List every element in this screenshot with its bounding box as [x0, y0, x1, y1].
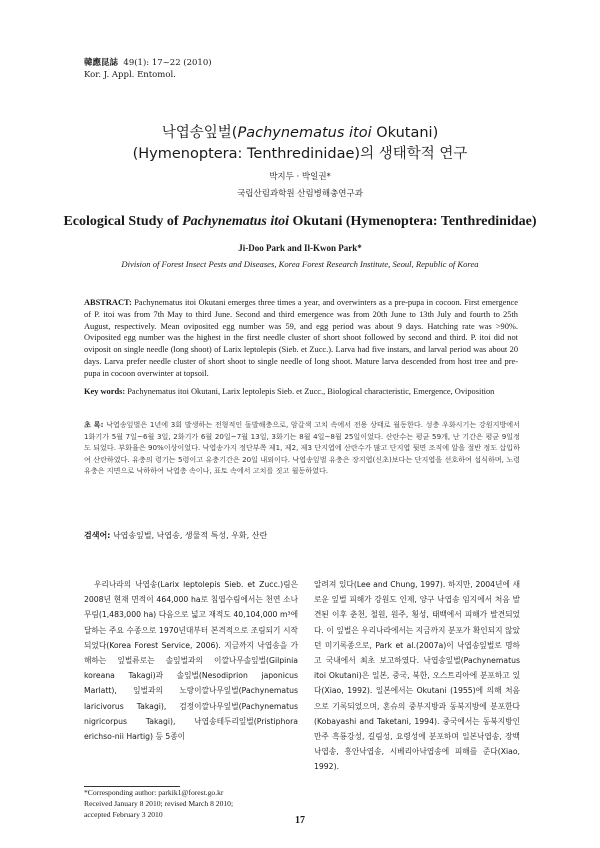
body-paragraph: 알려져 있다(Lee and Chung, 1997). 하지만, 2004년에 새로운 잎벌 피해가 강원도 인제, 양구 낙엽송 임지에서 처음 발견된 이후 춘천, 철원, 원주, 횡성, 태백에서 피해가 발견되었다. 이 잎벌은 우리나라에서는 지금까지 분포가 확인되지 않았던 미기록종으로, Park et al.(2007a)이 낙엽송잎벌로 명하고 국내에서 최초 보고하였다. 낙엽송잎벌(Pachynematus itoi Okutani)은 일본, 중국, 북한, 오스트리아에 분포하고 있다(Xiao, 1992). 일본에서는 Okutani (1955)에 의해 처음으로 기록되었으며, 혼슈의 중부지방과 동북지방에 분포한다(Kobayashi and Taketani, 1994). 중국에서는 동북지방인 만주 흑룡강성, 길림성, 요령성에 분포하며 일본낙엽송, 장백낙엽송, 흥안낙엽송, 시베리아낙엽송에 피해를 준다(Xiao, 1992).	[314, 580, 520, 772]
keywords-ko-label: 검색어:	[84, 531, 111, 540]
title-ko-line2: (Hymenoptera: Tenthredinidae)의 생태학적 연구	[132, 146, 468, 162]
affiliation-en: Division of Forest Insect Pests and Diseases, Korea Forest Research Institute, Seoul, Republic of Korea	[121, 259, 479, 269]
summary-label: 초 록:	[84, 420, 104, 429]
journal-name-ko: 韓應昆誌	[84, 58, 119, 68]
journal-header	[84, 57, 212, 81]
title-ko-line1: 낙엽송잎벌(Pachynematus itoi Okutani)	[161, 125, 439, 141]
keywords-text: Pachynematus itoi Okutani, Larix leptolepis Sieb. et Zucc., Biological characteristic, Emergence, Oviposition	[127, 387, 495, 396]
keywords-label: Key words:	[84, 387, 126, 396]
accepted-date: accepted February 3 2010	[84, 810, 163, 819]
received-dates: Received January 8 2010; revised March 8 2010;	[84, 799, 234, 808]
keywords-en	[84, 387, 518, 396]
summary-text: 낙엽송잎벌은 1년에 3회 발생하는 전형적인 돌발해충으로, 암갈색 고치 속에서 전용 상태로 월동한다. 성충 우화시기는 강원지방에서 1화기가 5월 7일~6월 3일, 2화기가 6월 20일~7월 13일, 3화기는 8월 4일~8월 25일이었다. 산란수는 평균 59개, 난 기간은 평균 9일정도 되었다. 부화율은 90%이상이었다. 낙엽송가지 정단부쪽 제1, 제2, 제3 단지엽에 산란수가 많고 단지엽 뒷면 조직에 알을 절반 정도 삽입하여 산란하였다. 유충의 령기는 5령이고 유충기간은 20일 내외이다. 낙엽송잎벌 유충은 장지엽(신초)보다는 단지엽을 선호하여 섭식하며, 노령유충은 지면으로 낙하하여 낙엽층 속이나, 표토 속에서 고치를 짓고 월동하였다.	[84, 420, 520, 475]
journal-volume: 49(1): 17~22 (2010)	[123, 58, 212, 68]
abstract-text: Pachynematus itoi Okutani emerges three times a year, and overwinters as a pre-pupa in cocoon. First emergence of P. itoi was from 7th May to third June. Second and third emergence was from 20th June to 13th July and fourth to 25th August, respectively. Mean oviposited egg number was 59, and egg period was about 9 days. Hatching rate was >90%. Oviposited egg number was the highest in the first needle cluster of short shoot followed by second and third. P. itoi did not oviposit on single needle (long shoot) of Larix leptolepis (Sieb. et Zucc.). Larva had five instars, and larval period was about 20 days. Larva prefer needle cluster of short shoot to single needle of long shoot. Mature larva descended from host tree and pre-pupa in cocoon overwinter at topsoil.	[84, 298, 518, 378]
affiliation-ko: 국립산림과학원 산림병해충연구과	[237, 189, 363, 199]
abstract-label: ABSTRACT:	[84, 298, 132, 307]
corresponding-author: *Corresponding author: parkik1@forest.go.kr	[84, 788, 224, 797]
body-column-left	[84, 577, 298, 744]
body-column-right	[314, 577, 520, 775]
abstract	[84, 297, 518, 380]
authors-en: Ji-Doo Park and Il-Kwon Park*	[238, 243, 362, 253]
title-en: Ecological Study of Pachynematus itoi Okutani (Hymenoptera: Tenthredinidae)	[63, 214, 537, 229]
summary-ko	[84, 419, 520, 477]
authors-ko: 박지두 · 박일권*	[269, 172, 331, 182]
keywords-ko-text: 낙엽송잎벌, 낙엽송, 생물적 특성, 우화, 산란	[112, 531, 268, 540]
title-ko	[0, 123, 600, 165]
body-paragraph: 우리나라의 낙엽송(Larix leptolepis Sieb. et Zucc.)림은 2008년 현재 면적이 464,000 ha로 침엽수림에서는 천연 소나무림(1,483,000 ha) 다음으로 넓고 재적도 40,104,000 m³에 달하는 주요 수종으로 1970년대부터 본격적으로 조림되기 시작되었다(Korea Forest Service, 2006). 지금까지 낙엽송을 가해하는 잎벌류로는 솔잎벌과의 이깔나무솔잎벌(Gilpinia koreana Takagi)과 솔잎벌(Nesodiprion japonicus Marlatt), 잎벌과의 노랑이깔나무잎벌(Pachynematus laricivorus Takagi), 검정이깔나무잎벌(Pachynematus nigricorpus Takagi), 낙엽송테두리잎벌(Pristiphora erichso-nii Hartig) 등 5종이	[84, 580, 298, 742]
keywords-ko	[84, 530, 267, 541]
page-number: 17	[295, 815, 305, 826]
journal-name-en: Kor. J. Appl. Entomol.	[84, 70, 176, 80]
